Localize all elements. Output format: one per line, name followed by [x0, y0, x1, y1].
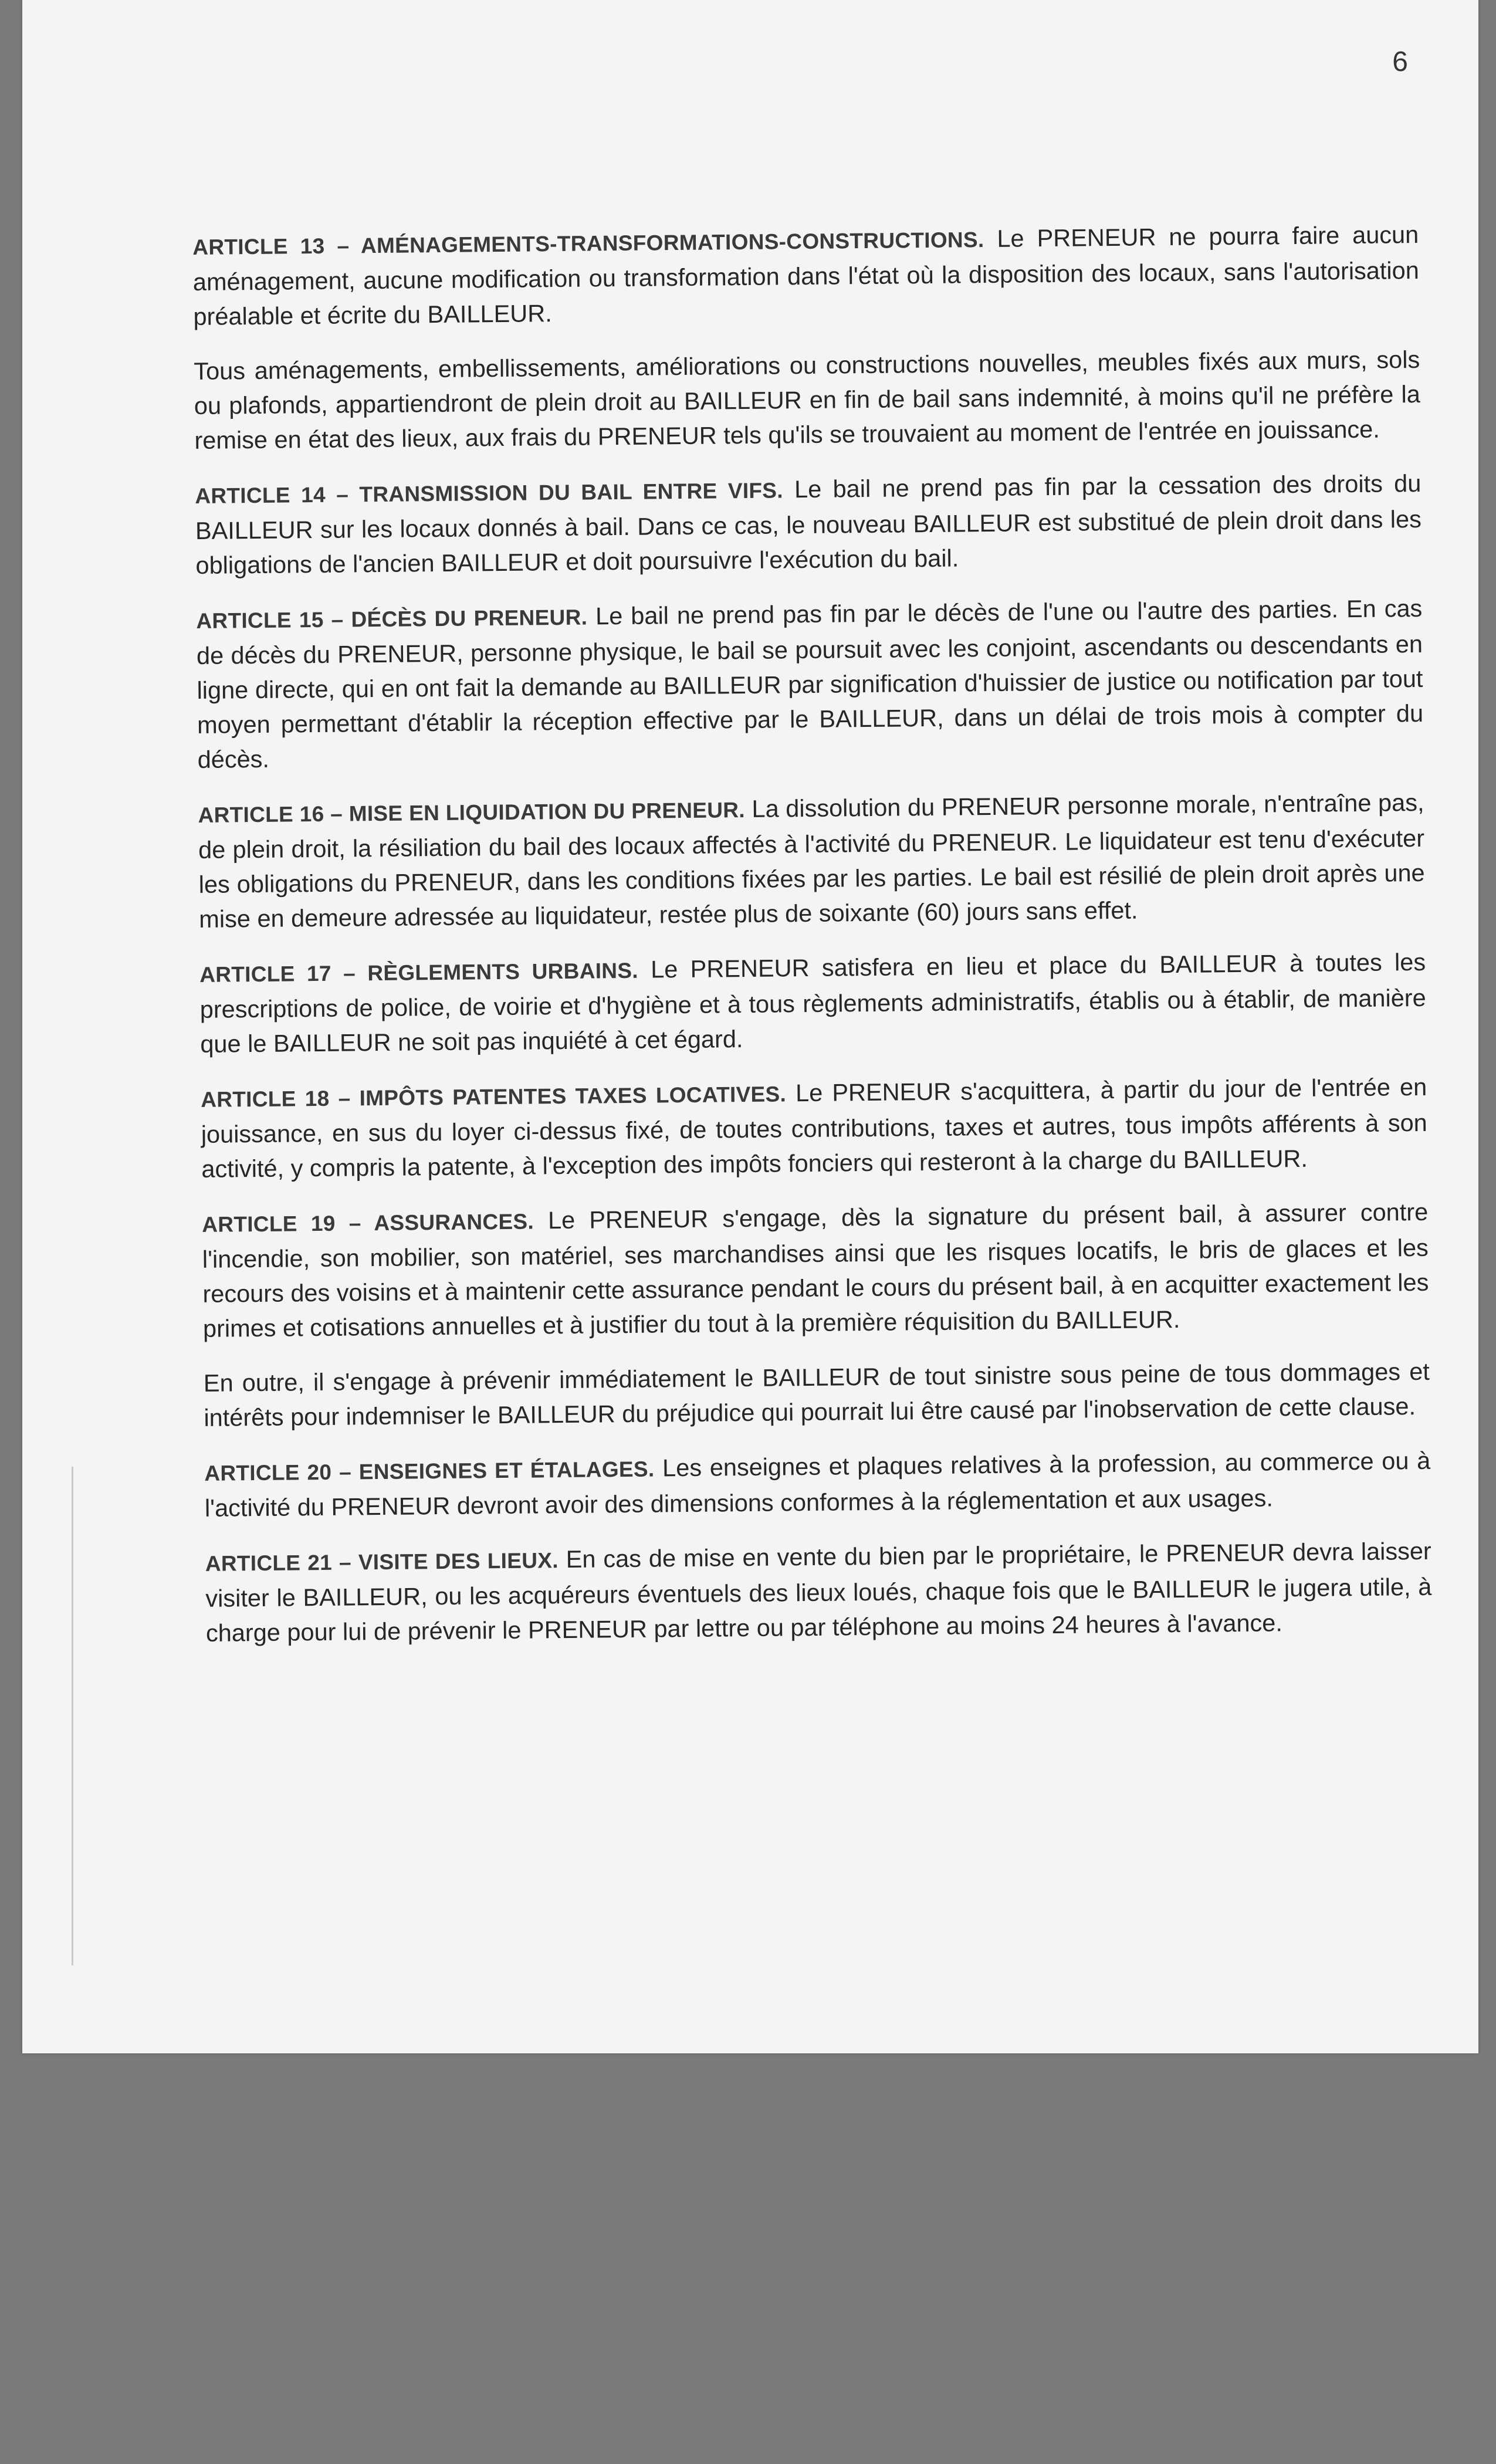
- article-16-paragraph: [198, 785, 1425, 936]
- article-14-heading: ARTICLE 14 – TRANSMISSION DU BAIL ENTRE VIFS.: [195, 478, 784, 508]
- page-edge-line: [72, 1467, 73, 1965]
- article-16-text: La dissolution du PRENEUR personne morale, n'entraîne pas, de plein droit, la résiliation du bail des locaux affectés à l'activité du PRENEUR. Le liquidateur est tenu d'exécuter les obligations du PRENEUR, dans les conditions fixées par les parties. Le bail est résilié de plein droit après une mise en demeure adressée au liquidateur, restée plus de soixante (60) jours sans effet.: [198, 788, 1425, 933]
- article-15-paragraph: [196, 591, 1424, 777]
- article-13-text-2: Tous aménagements, embellissements, améliorations ou constructions nouvelles, meubles fixés aux murs, sols ou plafonds, appartiendront de plein droit au BAILLEUR en fin de bail sans indemnité, à moins qu'il ne préfère la remise en état des lieux, aux frais du PRENEUR tels qu'ils se trouvaient au moment de l'entrée en jouissance.: [194, 345, 1421, 454]
- article-17-paragraph: [199, 945, 1427, 1061]
- article-19-paragraph: [202, 1194, 1429, 1346]
- article-15-heading: ARTICLE 15 – DÉCÈS DU PRENEUR.: [196, 605, 588, 633]
- article-14-text: Le bail ne prend pas fin par la cessation des droits du BAILLEUR sur les locaux donnés à bail. Dans ce cas, le nouveau BAILLEUR est substitué de plein droit dans les obligations de l'ancien BAILLEUR et doit poursuivre l'exécution du bail.: [195, 469, 1422, 579]
- article-20-text: Les enseignes et plaques relatives à la profession, au commerce ou à l'activité du PRENEUR devront avoir des dimensions conformes à la réglementation et aux usages.: [204, 1446, 1431, 1522]
- article-21-text: En cas de mise en vente du bien par le propriétaire, le PRENEUR devra laisser visiter le BAILLEUR, ou les acquéreurs éventuels des lieux loués, chaque fois que le BAILLEUR le jugera utile, à charge pour lui de prévenir le PRENEUR par lettre ou par téléphone au moins 24 heures à l'avance.: [205, 1536, 1432, 1647]
- document-page: [22, 0, 1478, 2053]
- article-21-paragraph: [205, 1534, 1433, 1650]
- page-number: 6: [1392, 46, 1408, 77]
- article-21-heading: ARTICLE 21 – VISITE DES LIEUX.: [205, 1548, 559, 1576]
- article-13-heading: ARTICLE 13 – AMÉNAGEMENTS-TRANSFORMATIONS-CONSTRUCTIONS.: [192, 228, 984, 259]
- article-18-paragraph: [201, 1069, 1428, 1186]
- article-17-heading: ARTICLE 17 – RÈGLEMENTS URBAINS.: [199, 958, 639, 987]
- article-18-heading: ARTICLE 18 – IMPÔTS PATENTES TAXES LOCATIVES.: [201, 1082, 787, 1112]
- article-19-second-paragraph: [204, 1354, 1430, 1435]
- article-19-heading: ARTICLE 19 – ASSURANCES.: [202, 1209, 534, 1237]
- article-13-paragraph: [192, 217, 1420, 334]
- article-14-paragraph: [195, 466, 1422, 583]
- article-19-text: Le PRENEUR s'engage, dès la signature du présent bail, à assurer contre l'incendie, son mobilier, son matériel, ses marchandises ainsi que les risques locatifs, le bris de glaces et les recours des voisins et à maintenir cette assurance pendant le cours du présent bail, à en acquitter exactement les primes et cotisations annuelles et à justifier du tout à la première réquisition du BAILLEUR.: [202, 1197, 1429, 1342]
- article-20-heading: ARTICLE 20 – ENSEIGNES ET ÉTALAGES.: [204, 1457, 655, 1485]
- article-13-second-paragraph: [194, 342, 1421, 458]
- article-15-text: Le bail ne prend pas fin par le décès de l'une ou l'autre des parties. En cas de décès du PRENEUR, personne physique, le bail se poursuit avec les conjoint, ascendants ou descendants en ligne directe, qui en ont fait la demande au BAILLEUR par signification d'huissier de justice ou notification par tout moyen permettant d'établir la réception effective par le BAILLEUR, dans un délai de trois mois à compter du décès.: [196, 594, 1424, 773]
- article-20-paragraph: [204, 1443, 1431, 1525]
- article-16-heading: ARTICLE 16 – MISE EN LIQUIDATION DU PRENEUR.: [198, 798, 746, 827]
- article-18-text: Le PRENEUR s'acquittera, à partir du jour de l'entrée en jouissance, en sus du loyer ci-dessus fixé, de toutes contributions, taxes et autres, tous impôts afférents à son activité, y compris la patente, à l'exception des impôts fonciers qui resteront à la charge du BAILLEUR.: [201, 1072, 1427, 1183]
- article-17-text: Le PRENEUR satisfera en lieu et place du BAILLEUR à toutes les prescriptions de police, de voirie et d'hygiène et à tous règlements administratifs, établis ou à établir, de manière que le BAILLEUR ne soit pas inquiété à cet égard.: [199, 947, 1426, 1058]
- article-19-text-2: En outre, il s'engage à prévenir immédiatement le BAILLEUR de tout sinistre sous peine de tous dommages et intérêts pour indemniser le BAILLEUR du préjudice qui pourrait lui être causé par l'inobservation de cette clause.: [203, 1357, 1430, 1431]
- lease-clauses: [192, 217, 1432, 1670]
- article-13-text: Le PRENEUR ne pourra faire aucun aménagement, aucune modification ou transformation dans l'état où la disposition des locaux, sans l'autorisation préalable et écrite du BAILLEUR.: [192, 220, 1419, 330]
